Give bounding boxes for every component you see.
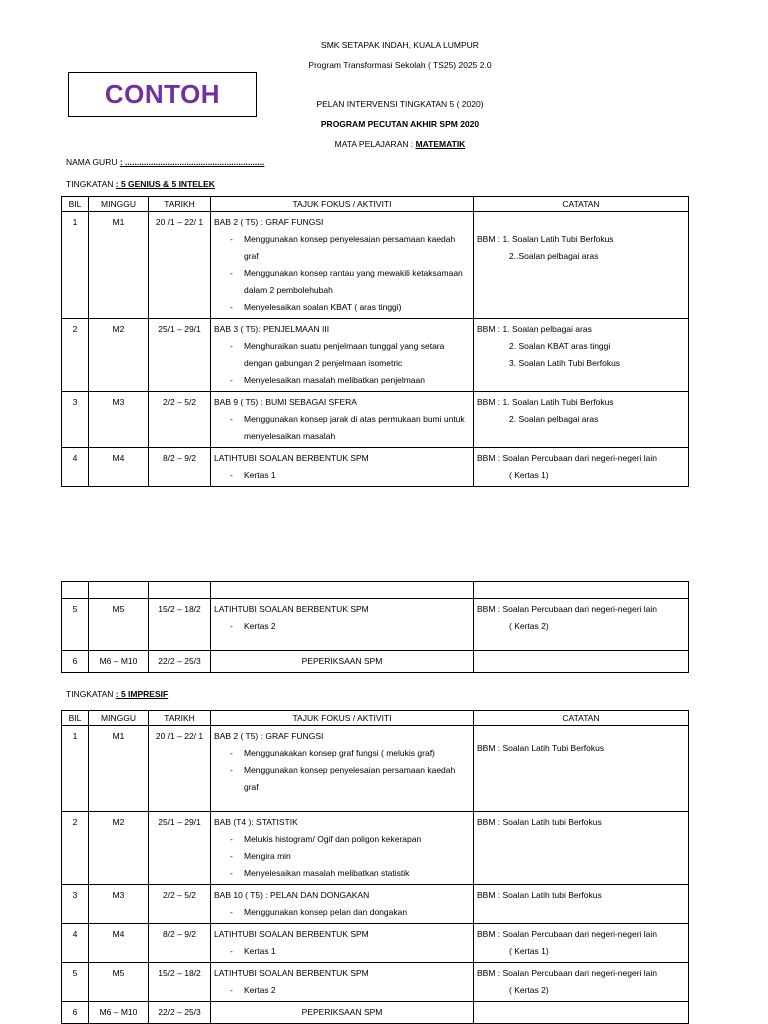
notes-cell: BBM : Soalan Percubaan dari negeri-negeri lain ( Kertas 1) [474,924,689,963]
topic-cell: BAB 2 ( T5) : GRAF FUNGSI - Menggunakakan konsep graf fungsi ( melukis graf) - Menggunakan konsep penyelesaian persamaan kaedah graf [211,726,474,812]
col-catatan: CATATAN [474,197,689,212]
table-row: 6 M6 – M10 22/2 – 25/3 PEPERIKSAAN SPM [62,1002,689,1024]
table-row: 5 M5 15/2 – 18/2 LATIHTUBI SOALAN BERBENTUK SPM - Kertas 2 BBM : Soalan Percubaan dari negeri-negeri lain ( Kertas 2) [62,963,689,1002]
notes-cell: BBM : Soalan Percubaan dari negeri-negeri lain ( Kertas 2) [474,599,689,651]
col-minggu: MINGGU [89,197,149,212]
exam-cell: PEPERIKSAAN SPM [211,651,474,673]
notes-cell: BBM : 1. Soalan Latih Tubi Berfokus 2. Soalan pelbagai aras [474,392,689,448]
list-item: - Menggunakan konsep rantau yang mewakili ketaksamaan dalam 2 pembolehubah [214,265,470,299]
list-item: - Kertas 2 [214,618,470,635]
schedule-table-1 [61,196,689,487]
table-row: 3 M3 2/2 – 5/2 BAB 9 ( T5) : BUMI SEBAGAI SFERA - Menggunakan konsep jarak di atas permukaan bumi untuk menyelesaikan masalah BBM : 1. Soalan Latih Tubi Berfokus 2. Soalan pelbagai aras [62,392,689,448]
table-header-row [62,197,689,212]
notes-cell: BBM : Soalan Percubaan dari negeri-negeri lain ( Kertas 2) [474,963,689,1002]
subject-value: MATEMATIK [415,139,466,149]
topic-cell: LATIHTUBI SOALAN BERBENTUK SPM - Kertas 2 [211,963,474,1002]
notes-cell: BBM : Soalan Percubaan dari negeri-negeri lain ( Kertas 1) [474,448,689,487]
notes-cell: BBM : Soalan Latih tubi Berfokus [474,812,689,885]
table-row: 2 M2 25/1 – 29/1 BAB 3 ( T5): PENJELMAAN III - Menghuraikan suatu penjelmaan tunggal yang setara dengan gabungan 2 penjelmaan isometric - Menyelesaikan masalah melibatkan penjelmaan BBM : 1. Soalan pelbagai aras 2. Soalan KBAT aras tinggi 3. Soalan Latih Tubi Berfokus [62,319,689,392]
notes-cell: BBM : Soalan Latih Tubi Berfokus [474,726,689,812]
list-item: - Menggunakan konsep jarak di atas permukaan bumi untuk menyelesaikan masalah [214,411,470,445]
list-item: - Menyelesaikan soalan KBAT ( aras tinggi) [214,299,470,316]
table-header-row: BIL MINGGU TARIKH TAJUK FOKUS / AKTIVITI CATATAN [62,711,689,726]
table-row: 1 M1 20 /1 – 22/ 1 BAB 2 ( T5) : GRAF FUNGSI - Menggunakakan konsep graf fungsi ( melukis graf) - Menggunakan konsep penyelesaian persamaan kaedah graf BBM : Soalan Latih Tubi Berfokus [62,726,689,812]
topic-cell: BAB 2 ( T5) : GRAF FUNGSI - Menggunakan konsep penyelesaian persamaan kaedah graf - Menggunakan konsep rantau yang mewakili ketaksamaan dalam 2 pembolehubah - Menyelesaikan soalan KBAT ( aras tinggi) [211,212,474,319]
table-row: 4 M4 8/2 – 9/2 LATIHTUBI SOALAN BERBENTUK SPM - Kertas 1 BBM : Soalan Percubaan dari negeri-negeri lain ( Kertas 1) [62,924,689,963]
section2-label: TINGKATAN : 5 IMPRESIF [66,689,169,699]
table-row: 2 M2 25/1 – 29/1 BAB (T4 ): STATISTIK - Melukis histogram/ Ogif dan poligon kekerapan - Mengira min - Menyelesaikan masalah melibatkan statistik BBM : Soalan Latih tubi Berfokus [62,812,689,885]
table-row: 1 M1 20 /1 – 22/ 1 BAB 2 ( T5) : GRAF FUNGSI - Menggunakan konsep penyelesaian persamaan kaedah graf - Menggunakan konsep rantau yang mewakili ketaksamaan dalam 2 pembolehubah - Menyelesaikan soalan KBAT ( aras tinggi) BBM : 1. Soalan Latih Tubi Berfokus 2..Soalan pelbagai aras [62,212,689,319]
schedule-table-1-continued [61,581,689,673]
exam-cell: PEPERIKSAAN SPM [211,1002,474,1024]
list-item: - Kertas 1 [214,467,470,484]
col-tajuk: TAJUK FOKUS / AKTIVITI [211,197,474,212]
list-item: - Mengira min [214,848,470,865]
teacher-label: NAMA GURU [66,157,120,167]
topic-cell: LATIHTUBI SOALAN BERBENTUK SPM - Kertas 2 [211,599,474,651]
list-item: - Menyelesaikan masalah melibatkan penjelmaan [214,372,470,389]
table-row: 3 M3 2/2 – 5/2 BAB 10 ( T5) : PELAN DAN DONGAKAN - Menggunakan konsep pelan dan dongakan BBM : Soalan Latih tubi Berfokus [62,885,689,924]
topic-cell: BAB 10 ( T5) : PELAN DAN DONGAKAN - Menggunakan konsep pelan dan dongakan [211,885,474,924]
notes-cell: BBM : 1. Soalan pelbagai aras 2. Soalan KBAT aras tinggi 3. Soalan Latih Tubi Berfokus [474,319,689,392]
list-item: - Menggunakan konsep penyelesaian persamaan kaedah graf [214,231,470,265]
topic-cell: BAB 3 ( T5): PENJELMAAN III - Menghuraikan suatu penjelmaan tunggal yang setara dengan gabungan 2 penjelmaan isometric - Menyelesaikan masalah melibatkan penjelmaan [211,319,474,392]
topic-cell: BAB 9 ( T5) : BUMI SEBAGAI SFERA - Menggunakan konsep jarak di atas permukaan bumi untuk menyelesaikan masalah [211,392,474,448]
table-row: 5 M5 15/2 – 18/2 LATIHTUBI SOALAN BERBENTUK SPM - Kertas 2 BBM : Soalan Percubaan dari negeri-negeri lain ( Kertas 2) [62,599,689,651]
list-item: - Menggunakakan konsep graf fungsi ( melukis graf) [214,745,470,762]
program-name: Program Transformasi Sekolah ( TS25) 2025 2.0 [308,60,492,70]
table-row: 4 M4 8/2 – 9/2 LATIHTUBI SOALAN BERBENTUK SPM - Kertas 1 BBM : Soalan Percubaan dari negeri-negeri lain ( Kertas 1) [62,448,689,487]
subject-line [230,139,570,149]
topic-cell: BAB (T4 ): STATISTIK - Melukis histogram/ Ogif dan poligon kekerapan - Mengira min - Menyelesaikan masalah melibatkan statistik [211,812,474,885]
list-item: - Menggunakan konsep penyelesaian persamaan kaedah graf [214,762,470,796]
topic-cell: LATIHTUBI SOALAN BERBENTUK SPM - Kertas 1 [211,448,474,487]
col-bil: BIL [62,197,89,212]
teacher-value: : ........................................................... [119,157,265,167]
notes-cell: BBM : 1. Soalan Latih Tubi Berfokus 2..Soalan pelbagai aras [474,212,689,319]
topic-cell: LATIHTUBI SOALAN BERBENTUK SPM - Kertas 1 [211,924,474,963]
teacher-line [66,157,264,167]
contoh-stamp: CONTOH [68,72,257,117]
section2-class: : 5 IMPRESIF [115,689,169,699]
list-item: - Menggunakan konsep pelan dan dongakan [214,904,470,921]
schedule-table-2 [61,710,689,1024]
subject-label: MATA PELAJARAN : [334,139,416,149]
table-row: 6 M6 – M10 22/2 – 25/3 PEPERIKSAAN SPM [62,651,689,673]
empty-header-row [62,582,689,599]
list-item: - Melukis histogram/ Ogif dan poligon kekerapan [214,831,470,848]
list-item: - Kertas 1 [214,943,470,960]
col-tarikh: TARIKH [149,197,211,212]
list-item: - Menghuraikan suatu penjelmaan tunggal yang setara dengan gabungan 2 penjelmaan isometric [214,338,470,372]
plan-title: PELAN INTERVENSI TINGKATAN 5 ( 2020) [316,99,484,109]
list-item: - Menyelesaikan masalah melibatkan statistik [214,865,470,882]
section1-class: : 5 GENIUS & 5 INTELEK [115,179,215,189]
program-title: PROGRAM PECUTAN AKHIR SPM 2020 [320,119,480,129]
school-name: SMK SETAPAK INDAH, KUALA LUMPUR [321,40,479,50]
section1-label: TINGKATAN : 5 GENIUS & 5 INTELEK [66,179,215,189]
list-item: - Kertas 2 [214,982,470,999]
notes-cell: BBM : Soalan Latih tubi Berfokus [474,885,689,924]
